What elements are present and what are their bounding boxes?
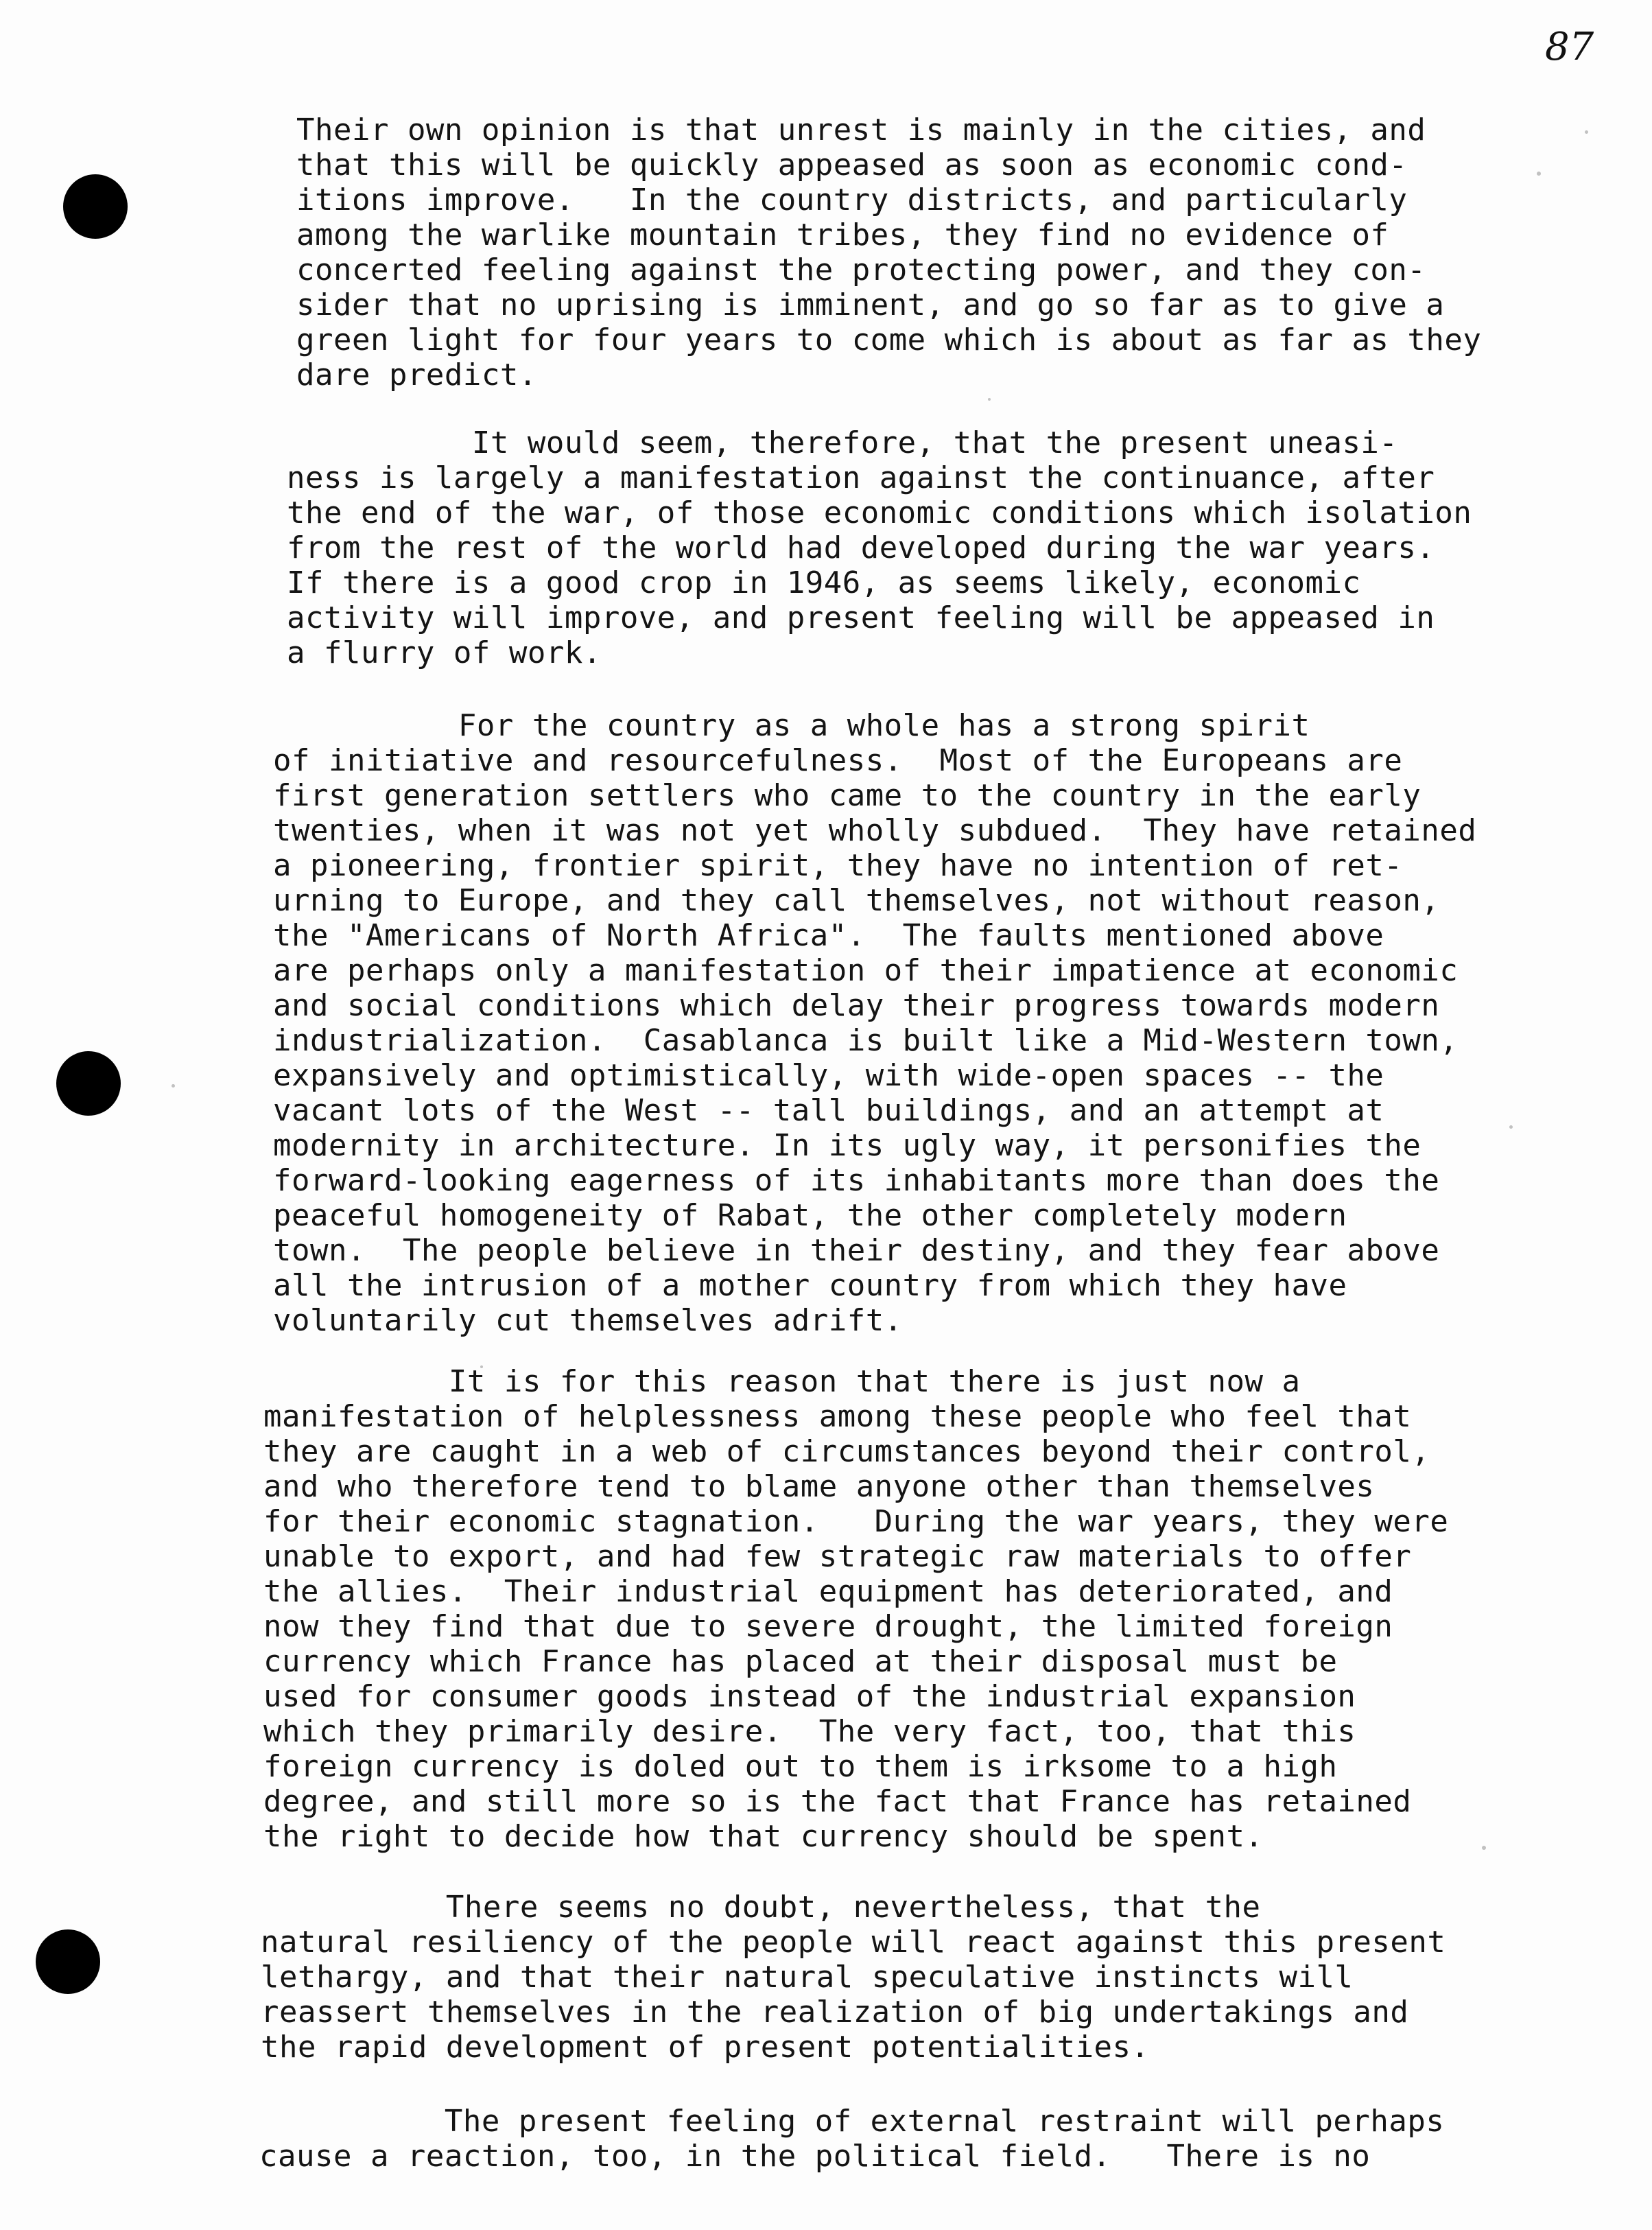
paragraph: There seems no doubt, nevertheless, that the natural resiliency of the people will react against this present lethargy, and that their natural speculative instincts will reassert themselves in the realization of big undertakings and the rapid development of present potentialities.	[261, 1890, 1446, 2065]
paper-speck	[1585, 130, 1588, 134]
paragraph: It would seem, therefore, that the present uneasi- ness is largely a manifestation against the continuance, after the end of the war, of those economic conditions which isolation from the rest of the world had developed during the war years. If there is a good crop in 1946, as seems likely, economic activity will improve, and present feeling will be appeased in a flurry of work.	[287, 425, 1472, 670]
paragraph: The present feeling of external restraint will perhaps cause a reaction, too, in the political field. There is no	[259, 2104, 1445, 2174]
punch-hole	[56, 1051, 121, 1116]
paper-speck	[1509, 1125, 1513, 1129]
paper-speck	[172, 1084, 175, 1088]
punch-hole	[63, 174, 128, 239]
punch-hole	[36, 1929, 100, 1994]
paper-speck	[480, 1365, 483, 1368]
paper-speck	[1482, 1846, 1486, 1850]
paragraph: Their own opinion is that unrest is mainly in the cities, and that this will be quickly appeased as soon as economic cond- itions improve. In the country districts, and particularly among the warlike mountain tribes, they find no evidence of concerted feeling against the protecting power, and they con- sider that no uprising is imminent, and go so far as to give a green light for four years to come which is about as far as they dare predict.	[296, 113, 1482, 392]
page-number: 87	[1545, 25, 1594, 69]
paragraph: It is for this reason that there is just now a manifestation of helplessness among these people who feel that they are caught in a web of circumstances beyond their control, and who therefore tend to blame anyone other than themselves for their economic stagnation. During the war years, they were unable to export, and had few strategic raw materials to offer the allies. Their industrial equipment has deteriorated, and now they find that due to severe drought, the limited foreign currency which France has placed at their disposal must be used for consumer goods instead of the industrial expansion which they primarily desire. The very fact, too, that this foreign currency is doled out to them is irksome to a high degree, and still more so is the fact that France has retained the right to decide how that currency should be spent.	[263, 1364, 1449, 1854]
paper-speck	[1537, 172, 1541, 176]
paper-speck	[988, 398, 991, 401]
paragraph: For the country as a whole has a strong spirit of initiative and resourcefulness. Most of the Europeans are first generation settlers who came to the country in the early twenties, when it was not yet wholly subdued. They have retained a pioneering, frontier spirit, they have no intention of ret- urning to Europe, and they call themselves, not without reason, the "Americans of North Africa". The faults mentioned above are perhaps only a manifestation of their impatience at economic and social conditions which delay their progress towards modern industrialization. Casablanca is built like a Mid-Western town, expansively and optimistically, with wide-open spaces -- the vacant lots of the West -- tall buildings, and an attempt at modernity in architecture. In its ugly way, it personifies the forward-looking eagerness of its inhabitants more than does the peaceful homogeneity of Rabat, the other completely modern town. The people believe in their destiny, and they fear above all the intrusion of a mother country from which they have voluntarily cut themselves adrift.	[273, 708, 1477, 1338]
